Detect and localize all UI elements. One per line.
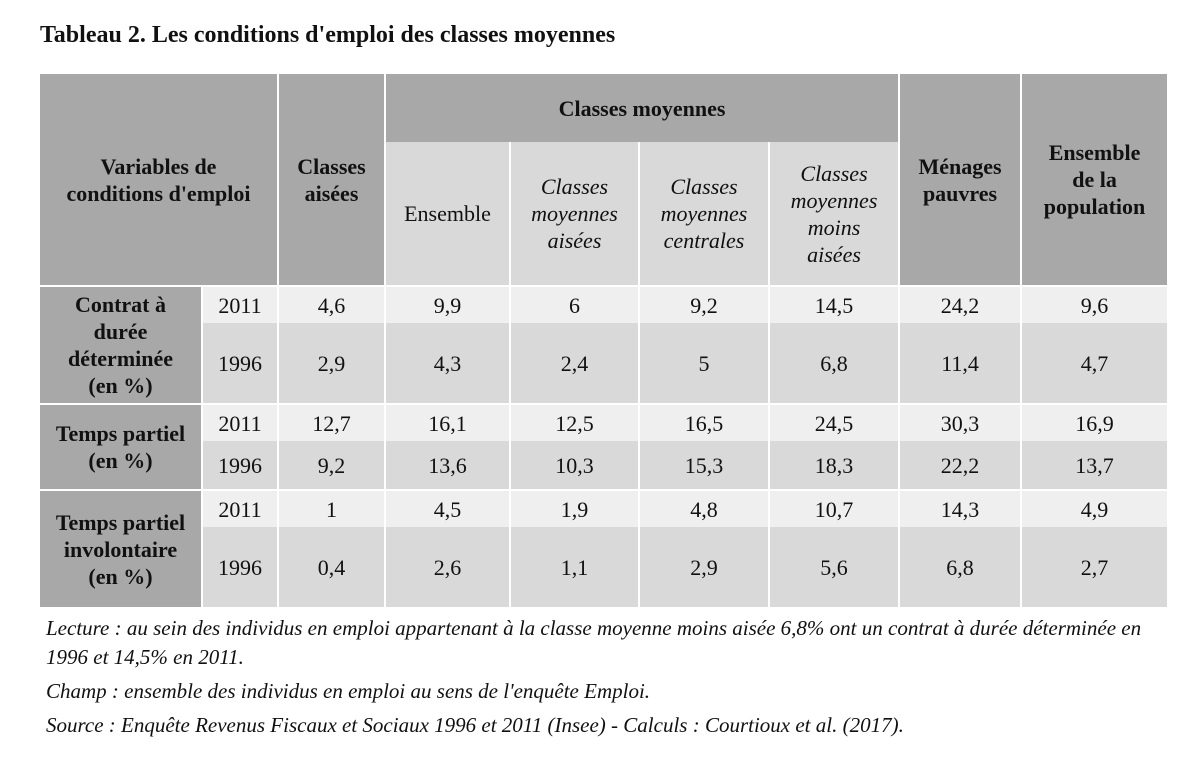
cell: 13,7 <box>1021 441 1168 490</box>
table-row <box>40 323 1168 404</box>
cell: 16,1 <box>385 404 510 441</box>
note-source: Source : Enquête Revenus Fiscaux et Sociaux 1996 et 2011 (Insee) - Calculs : Courtioux et al. (2017). <box>46 713 904 737</box>
cell: 9,2 <box>639 286 769 323</box>
row-label-temps-partiel: Temps partiel (en %) <box>40 404 202 490</box>
table-row <box>40 527 1168 607</box>
cell: 6,8 <box>899 527 1021 607</box>
row-year: 1996 <box>202 323 278 404</box>
employment-conditions-table <box>40 74 1169 607</box>
cell: 2,4 <box>510 323 639 404</box>
cell: 24,5 <box>769 404 899 441</box>
header-cm-aisees: Classes moyennes aisées <box>510 142 639 286</box>
header-cm-moins-aisees: Classes moyennes moins aisées <box>769 142 899 286</box>
cell: 14,3 <box>899 490 1021 527</box>
cell: 16,5 <box>639 404 769 441</box>
cell: 5,6 <box>769 527 899 607</box>
header-variables: Variables de conditions d'emploi <box>40 74 278 286</box>
cell: 2,9 <box>278 323 385 404</box>
cell: 30,3 <box>899 404 1021 441</box>
cell: 4,7 <box>1021 323 1168 404</box>
table-row <box>40 286 1168 323</box>
header-ensemble-population: Ensemble de la population <box>1021 74 1168 286</box>
header-menages-pauvres: Ménages pauvres <box>899 74 1021 286</box>
row-year: 1996 <box>202 441 278 490</box>
cell: 4,9 <box>1021 490 1168 527</box>
cell: 12,5 <box>510 404 639 441</box>
row-label-temps-partiel-involontaire: Temps partiel involontaire (en %) <box>40 490 202 607</box>
cell: 22,2 <box>899 441 1021 490</box>
cell: 1 <box>278 490 385 527</box>
cell: 2,7 <box>1021 527 1168 607</box>
table-row <box>40 404 1168 441</box>
cell: 4,5 <box>385 490 510 527</box>
cell: 10,7 <box>769 490 899 527</box>
table-row <box>40 490 1168 527</box>
header-classes-aisees: Classes aisées <box>278 74 385 286</box>
cell: 24,2 <box>899 286 1021 323</box>
header-ensemble: Ensemble <box>385 142 510 286</box>
cell: 18,3 <box>769 441 899 490</box>
cell: 2,9 <box>639 527 769 607</box>
cell: 13,6 <box>385 441 510 490</box>
cell: 4,3 <box>385 323 510 404</box>
cell: 9,6 <box>1021 286 1168 323</box>
header-classes-moyennes: Classes moyennes <box>385 74 899 142</box>
table-notes <box>46 614 1166 740</box>
cell: 5 <box>639 323 769 404</box>
cell: 9,2 <box>278 441 385 490</box>
cell: 12,7 <box>278 404 385 441</box>
table-title: Tableau 2. Les conditions d'emploi des classes moyennes <box>40 22 616 48</box>
row-year: 2011 <box>202 490 278 527</box>
cell: 9,9 <box>385 286 510 323</box>
note-lecture: Lecture : au sein des individus en emploi appartenant à la classe moyenne moins aisée 6,8% ont un contrat à durée déterminée en 1996 et 14,5% en 2011. <box>46 616 1142 669</box>
row-year: 2011 <box>202 404 278 441</box>
table-row <box>40 441 1168 490</box>
cell: 15,3 <box>639 441 769 490</box>
cell: 4,6 <box>278 286 385 323</box>
cell: 16,9 <box>1021 404 1168 441</box>
cell: 6 <box>510 286 639 323</box>
note-champ: Champ : ensemble des individus en emploi au sens de l'enquête Emploi. <box>46 679 651 703</box>
row-label-cdd: Contrat à durée déterminée (en %) <box>40 286 202 404</box>
cell: 14,5 <box>769 286 899 323</box>
row-year: 1996 <box>202 527 278 607</box>
cell: 2,6 <box>385 527 510 607</box>
cell: 6,8 <box>769 323 899 404</box>
cell: 0,4 <box>278 527 385 607</box>
cell: 1,9 <box>510 490 639 527</box>
row-year: 2011 <box>202 286 278 323</box>
header-cm-centrales: Classes moyennes centrales <box>639 142 769 286</box>
cell: 1,1 <box>510 527 639 607</box>
cell: 11,4 <box>899 323 1021 404</box>
cell: 4,8 <box>639 490 769 527</box>
cell: 10,3 <box>510 441 639 490</box>
